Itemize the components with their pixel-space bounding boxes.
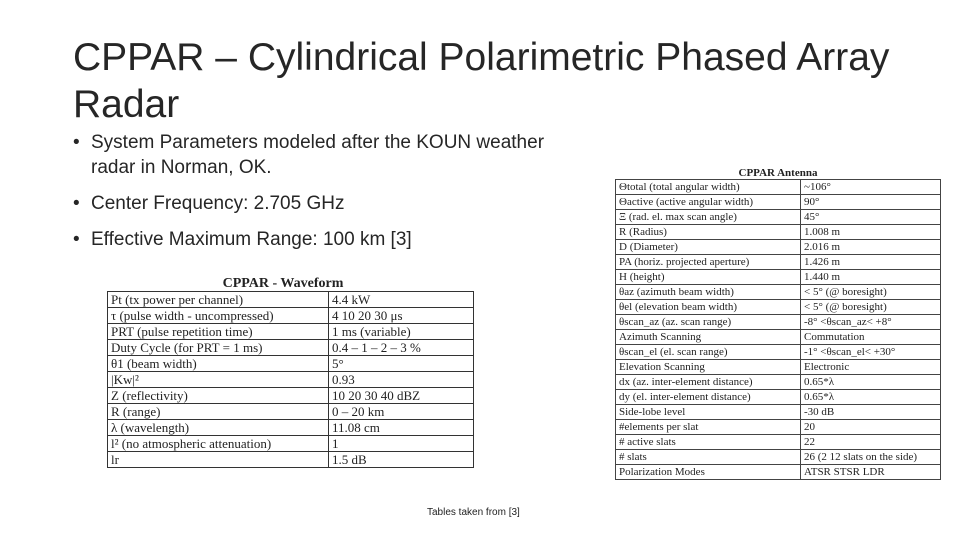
bullet-text: Effective Maximum Range: 100 km [3] (91, 229, 412, 250)
parameter-cell: Ξ (rad. el. max scan angle) (616, 210, 801, 225)
bullet-dot: • (73, 132, 80, 153)
value-cell: < 5° (@ boresight) (801, 300, 941, 315)
parameter-cell: PA (horiz. projected aperture) (616, 255, 801, 270)
bullet-item (73, 130, 553, 180)
antenna-table-row (616, 210, 941, 225)
parameter-cell: θ1 (beam width) (108, 356, 329, 372)
value-cell: 11.08 cm (329, 420, 474, 436)
parameter-cell: θscan_az (az. scan range) (616, 315, 801, 330)
antenna-table-row (616, 180, 941, 195)
value-cell: 1.440 m (801, 270, 941, 285)
value-cell: 0.65*λ (801, 390, 941, 405)
parameter-cell: #elements per slat (616, 420, 801, 435)
parameter-cell: lr (108, 452, 329, 468)
slide-title: CPPAR – Cylindrical Polarimetric Phased Array Radar (73, 36, 890, 126)
value-cell: 1 (329, 436, 474, 452)
parameter-cell: Duty Cycle (for PRT = 1 ms) (108, 340, 329, 356)
value-cell: 0.4 – 1 – 2 – 3 % (329, 340, 474, 356)
waveform-table (107, 291, 474, 468)
parameter-cell: Z (reflectivity) (108, 388, 329, 404)
antenna-table-row (616, 270, 941, 285)
waveform-table-row (108, 292, 474, 308)
value-cell: 1 ms (variable) (329, 324, 474, 340)
antenna-table-caption: CPPAR Antenna (738, 167, 818, 179)
parameter-cell: H (height) (616, 270, 801, 285)
waveform-table-row (108, 420, 474, 436)
bullet-item (73, 191, 553, 216)
value-cell: 90° (801, 195, 941, 210)
parameter-cell: dx (az. inter-element distance) (616, 375, 801, 390)
waveform-table-row (108, 372, 474, 388)
antenna-table (615, 179, 941, 480)
parameter-cell: R (Radius) (616, 225, 801, 240)
value-cell: 45° (801, 210, 941, 225)
parameter-cell: Polarization Modes (616, 465, 801, 480)
value-cell: ~106° (801, 180, 941, 195)
antenna-table-row (616, 345, 941, 360)
antenna-table-row (616, 390, 941, 405)
value-cell: Commutation (801, 330, 941, 345)
bullet-dot: • (73, 193, 80, 214)
waveform-table-row (108, 388, 474, 404)
value-cell: Electronic (801, 360, 941, 375)
waveform-table-row (108, 324, 474, 340)
parameter-cell: θel (elevation beam width) (616, 300, 801, 315)
antenna-table-row (616, 330, 941, 345)
parameter-cell: l² (no atmospheric attenuation) (108, 436, 329, 452)
parameter-cell: Θactive (active angular width) (616, 195, 801, 210)
bullet-item (73, 227, 553, 252)
antenna-table-row (616, 450, 941, 465)
value-cell: 2.016 m (801, 240, 941, 255)
value-cell: 26 (2 12 slats on the side) (801, 450, 941, 465)
parameter-cell: θaz (azimuth beam width) (616, 285, 801, 300)
value-cell: 0.65*λ (801, 375, 941, 390)
waveform-table-row (108, 356, 474, 372)
value-cell: -30 dB (801, 405, 941, 420)
waveform-table-image (107, 276, 474, 488)
antenna-table-row (616, 420, 941, 435)
parameter-cell: R (range) (108, 404, 329, 420)
antenna-table-row (616, 315, 941, 330)
parameter-cell: # active slats (616, 435, 801, 450)
parameter-cell: λ (wavelength) (108, 420, 329, 436)
bullet-list (73, 130, 553, 263)
value-cell: 10 20 30 40 dBZ (329, 388, 474, 404)
antenna-table-row (616, 195, 941, 210)
value-cell: 0.93 (329, 372, 474, 388)
waveform-table-row (108, 452, 474, 468)
value-cell: 1.5 dB (329, 452, 474, 468)
antenna-table-row (616, 225, 941, 240)
parameter-cell: θscan_el (el. scan range) (616, 345, 801, 360)
parameter-cell: Pt (tx power per channel) (108, 292, 329, 308)
tables-source-note: Tables taken from [3] (427, 507, 520, 518)
antenna-table-image (615, 167, 941, 488)
parameter-cell: D (Diameter) (616, 240, 801, 255)
antenna-table-row (616, 285, 941, 300)
antenna-table-row (616, 465, 941, 480)
parameter-cell: PRT (pulse repetition time) (108, 324, 329, 340)
parameter-cell: τ (pulse width - uncompressed) (108, 308, 329, 324)
antenna-table-row (616, 435, 941, 450)
value-cell: -1° <θscan_el< +30° (801, 345, 941, 360)
value-cell: 22 (801, 435, 941, 450)
value-cell: -8° <θscan_az< +8° (801, 315, 941, 330)
antenna-table-row (616, 375, 941, 390)
value-cell: < 5° (@ boresight) (801, 285, 941, 300)
value-cell: 20 (801, 420, 941, 435)
value-cell: 0 – 20 km (329, 404, 474, 420)
bullet-dot: • (73, 229, 80, 250)
waveform-table-row (108, 436, 474, 452)
waveform-table-row (108, 404, 474, 420)
antenna-table-row (616, 240, 941, 255)
waveform-table-caption: CPPAR - Waveform (222, 276, 344, 291)
bullet-text: System Parameters modeled after the KOUN weather radar in Norman, OK. (91, 132, 545, 178)
value-cell: 1.426 m (801, 255, 941, 270)
bullet-text: Center Frequency: 2.705 GHz (91, 193, 345, 214)
parameter-cell: Θtotal (total angular width) (616, 180, 801, 195)
antenna-table-row (616, 405, 941, 420)
parameter-cell: dy (el. inter-element distance) (616, 390, 801, 405)
parameter-cell: # slats (616, 450, 801, 465)
parameter-cell: Side-lobe level (616, 405, 801, 420)
antenna-table-row (616, 300, 941, 315)
value-cell: 4.4 kW (329, 292, 474, 308)
antenna-table-row (616, 255, 941, 270)
parameter-cell: Azimuth Scanning (616, 330, 801, 345)
waveform-table-row (108, 340, 474, 356)
parameter-cell: |Kw|² (108, 372, 329, 388)
antenna-table-row (616, 360, 941, 375)
value-cell: 5° (329, 356, 474, 372)
parameter-cell: Elevation Scanning (616, 360, 801, 375)
value-cell: ATSR STSR LDR (801, 465, 941, 480)
value-cell: 1.008 m (801, 225, 941, 240)
waveform-table-row (108, 308, 474, 324)
value-cell: 4 10 20 30 μs (329, 308, 474, 324)
